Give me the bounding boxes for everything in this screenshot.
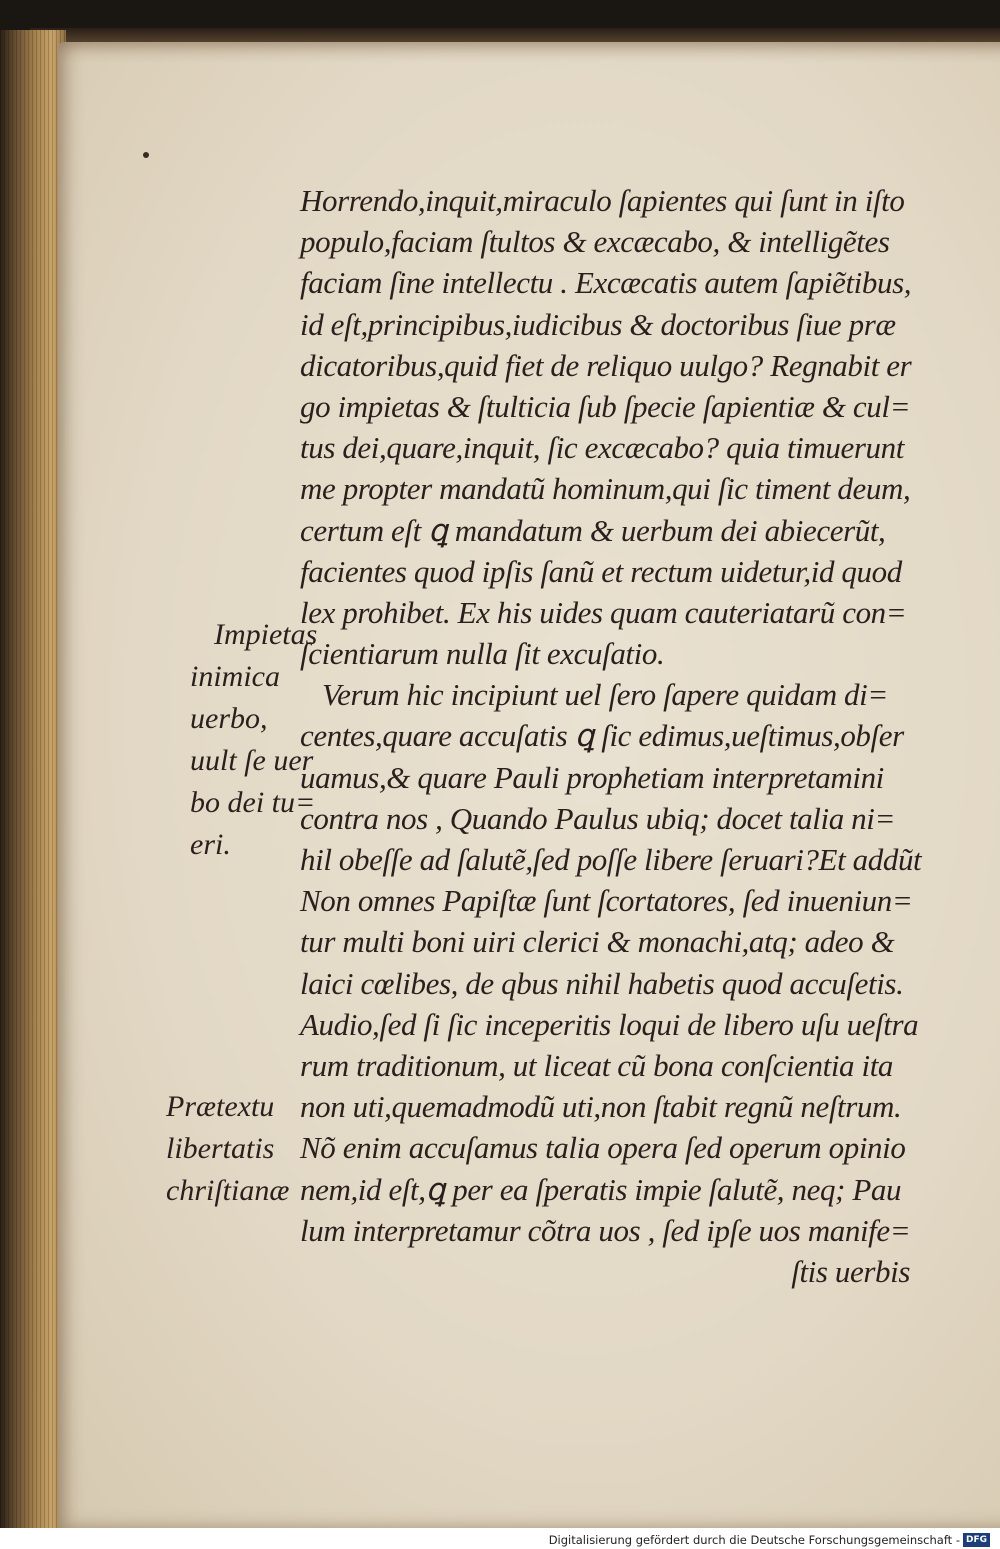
margin-note-line: bo dei tu= <box>190 786 316 819</box>
text-line: tus dei,quare,inquit, ſic excæcabo? quia timuerunt <box>300 430 904 466</box>
margin-note-line: libertatis <box>166 1132 275 1165</box>
text-line: ſtis uerbis <box>791 1253 910 1289</box>
text-line: populo,faciam ſtultos & excæcabo, & intelligẽtes <box>300 224 890 260</box>
text-line: facientes quod ipſis ſanũ et rectum uidetur,id quod <box>300 553 902 589</box>
margin-note-line: eri. <box>190 828 231 861</box>
digitization-credit <box>549 1532 990 1548</box>
main-text-block <box>300 180 960 1292</box>
text-line: dicatoribus,quid fiet de reliquo uulgo? Regnabit er <box>300 347 912 383</box>
text-line: Verum hic incipiunt uel ſero ſapere quidam di= <box>322 677 888 713</box>
margin-note-praetextu <box>166 1086 289 1212</box>
text-line: lex prohibet. Ex his uides quam cauteriatarũ con= <box>300 594 907 630</box>
text-line: rum traditionum, ut liceat cũ bona conſcientia ita <box>300 1047 894 1083</box>
text-line: hil obeſſe ad ſalutẽ,ſed poſſe libere ſeruari?Et addũt <box>300 842 922 877</box>
book-fore-edge <box>0 30 66 1528</box>
text-line: contra nos , Quando Paulus ubiq; docet talia ni= <box>300 800 895 836</box>
text-line: Audio,ſed ſi ſic inceperitis loqui de libero uſu ueſtra <box>300 1006 919 1042</box>
margin-note-line: chriſtianæ <box>166 1174 290 1207</box>
text-line: laici cœlibes, de qbus nihil habetis quod accuſetis. <box>300 965 904 1001</box>
margin-note-impietas <box>190 614 317 866</box>
credit-text: Digitalisierung gefördert durch die Deutsche Forschungsgemeinschaft - <box>548 1533 960 1547</box>
text-line: Non omnes Papiſtæ ſunt ſcortatores, ſed inueniun= <box>300 883 913 919</box>
text-line: non uti,quemadmodũ uti,non ſtabit regnũ neſtrum. <box>300 1089 902 1125</box>
margin-note-line: uerbo, <box>190 702 268 735</box>
margin-note-line: Prætextu <box>166 1090 275 1123</box>
text-line: tur multi boni uiri clerici & monachi,atq; adeo & <box>300 924 895 960</box>
margin-note-line: inimica <box>190 660 280 693</box>
margin-note-line: Impietas <box>214 618 318 651</box>
text-line: nem,id eſt,ꝗ per ea ſperatis impie ſalutẽ, neq; Pau <box>300 1171 902 1207</box>
text-line: ſcientiarum nulla ſit excuſatio. <box>300 636 665 672</box>
dfg-logo: DFG <box>963 1533 990 1547</box>
text-line: Nõ enim accuſamus talia opera ſed operum opinio <box>300 1130 906 1166</box>
ink-mark <box>143 152 149 158</box>
text-line: lum interpretamur cõtra uos , ſed ipſe uos manife= <box>300 1212 911 1248</box>
text-line: centes,quare accuſatis ꝗ ſic edimus,ueſtimus,obſer <box>300 718 904 754</box>
text-line: Horrendo,inquit,miraculo ſapientes qui ſunt in iſto <box>300 183 905 218</box>
text-line: certum eſt ꝗ mandatum & uerbum dei abiecerũt, <box>300 512 886 548</box>
text-line: me propter mandatũ hominum,qui ſic timent deum, <box>300 471 911 507</box>
text-line: faciam ſine intellectu . Excæcatis autem ſapiẽtibus, <box>300 265 912 301</box>
text-line: id eſt,principibus,iudicibus & doctoribus ſiue præ <box>300 306 896 342</box>
margin-note-line: uult ſe uer <box>190 744 314 777</box>
text-line: uamus,& quare Pauli prophetiam interpretamini <box>300 759 884 795</box>
text-line: go impietas & ſtulticia ſub ſpecie ſapientiæ & cul= <box>300 388 911 424</box>
